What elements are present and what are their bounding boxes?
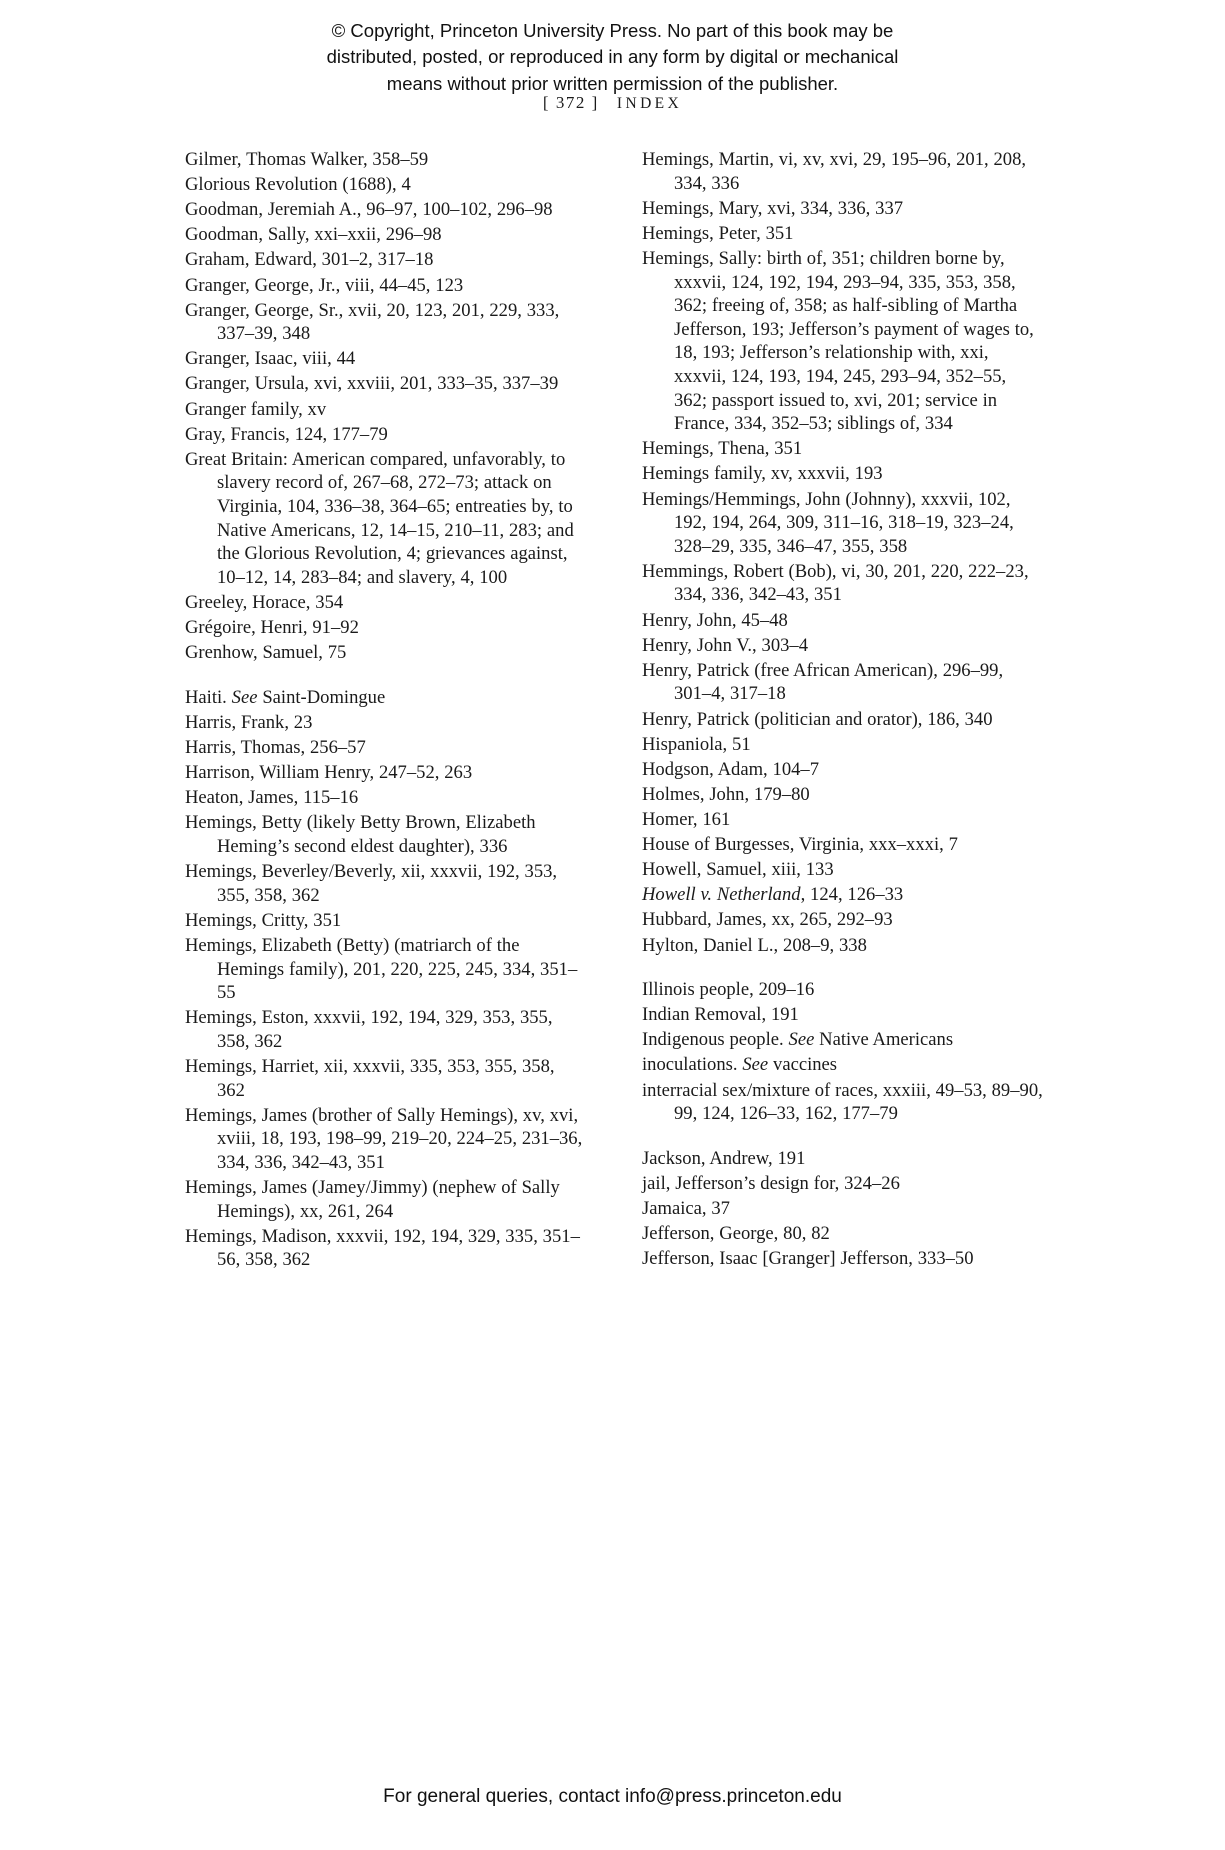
index-entry: Great Britain: American compared, unfavorably, to slavery record of, 267–68, 272–73; attack on Virginia, 104, 336–38, 364–65; entreaties by, to Native Americans, 12, 14–15, 210–11, 283; and the Glorious Revolution, 4; grievances against, 10–12, 14, 283–84; and slavery, 4, 100 <box>185 448 574 588</box>
index-entry: Hemings, Eston, xxxvii, 192, 194, 329, 353, 355, 358, 362 <box>185 1007 553 1052</box>
index-entry: Jefferson, Isaac [Granger] Jefferson, 333–50 <box>642 1248 974 1270</box>
index-entry: Hemings, James (brother of Sally Hemings), xv, xvi, xviii, 18, 193, 198–99, 219–20, 224–25, 231–36, 334, 336, 342–43, 351 <box>185 1104 583 1173</box>
index-entry: Henry, John V., 303–4 <box>642 634 809 656</box>
index-entry: Henry, John, 45–48 <box>642 609 788 631</box>
index-entry: Holmes, John, 179–80 <box>642 783 810 805</box>
index-entry: Hemings, Martin, vi, xv, xvi, 29, 195–96, 201, 208, 334, 336 <box>642 149 1027 194</box>
index-entry: Hylton, Daniel L., 208–9, 338 <box>642 934 867 956</box>
copyright-line-2: distributed, posted, or reproduced in any form by digital or mechanical <box>326 46 899 68</box>
index-entry: Gray, Francis, 124, 177–79 <box>185 423 388 445</box>
index-entry: Greeley, Horace, 354 <box>185 591 344 613</box>
index-entry: inoculations. See vaccines <box>642 1054 838 1076</box>
index-entry: Jefferson, George, 80, 82 <box>642 1223 830 1245</box>
index-entry: House of Burgesses, Virginia, xxx–xxxi, 7 <box>642 834 958 856</box>
copyright-line-3: means without prior written permission of the publisher. <box>386 72 839 94</box>
index-body <box>185 148 1045 1273</box>
index-entry: Grenhow, Samuel, 75 <box>185 642 347 664</box>
index-entry: Indian Removal, 191 <box>642 1004 799 1026</box>
index-entry: Hemings, Peter, 351 <box>642 222 794 244</box>
index-entry: Harris, Thomas, 256–57 <box>185 737 366 759</box>
index-column-right <box>642 148 1044 1273</box>
index-entry: Hemmings, Robert (Bob), vi, 30, 201, 220, 222–23, 334, 336, 342–43, 351 <box>642 560 1029 606</box>
copyright-notice <box>0 18 1225 97</box>
index-entry: Henry, Patrick (free African American), 296–99, 301–4, 317–18 <box>642 659 1004 705</box>
index-entry: Heaton, James, 115–16 <box>185 787 359 809</box>
index-entry: Graham, Edward, 301–2, 317–18 <box>185 249 434 271</box>
index-entry: interracial sex/mixture of races, xxxiii, 49–53, 89–90, 99, 124, 126–33, 162, 177–79 <box>642 1079 1043 1125</box>
index-entry: Indigenous people. See Native Americans <box>642 1029 954 1051</box>
index-entry: Granger, Isaac, viii, 44 <box>185 348 356 370</box>
copyright-line-1: © Copyright, Princeton University Press. No part of this book may be <box>331 20 894 41</box>
index-entry: Granger, George, Sr., xvii, 20, 123, 201, 229, 333, 337–39, 348 <box>185 299 560 345</box>
index-column-left <box>185 148 587 1273</box>
index-entry: Hodgson, Adam, 104–7 <box>642 758 820 780</box>
index-entry: Haiti. See Saint-Domingue <box>185 686 386 708</box>
index-entry: Howell, Samuel, xiii, 133 <box>642 859 834 881</box>
index-entry: Glorious Revolution (1688), 4 <box>185 174 411 196</box>
index-entry: Hemings, Harriet, xii, xxxvii, 335, 353, 355, 358, 362 <box>185 1055 555 1101</box>
index-entry: jail, Jefferson’s design for, 324–26 <box>642 1172 900 1194</box>
index-entry: Hemings, Critty, 351 <box>185 909 342 931</box>
index-entry: Granger family, xv <box>185 398 327 420</box>
index-entry: Hispaniola, 51 <box>642 733 751 755</box>
index-entry: Granger, Ursula, xvi, xxviii, 201, 333–35, 337–39 <box>185 373 559 395</box>
index-entry: Illinois people, 209–16 <box>642 979 815 1001</box>
index-entry: Hemings, Elizabeth (Betty) (matriarch of the Hemings family), 201, 220, 225, 245, 334, 351–55 <box>185 934 578 1004</box>
index-entry: Hemings, Thena, 351 <box>642 438 803 460</box>
index-entry: Henry, Patrick (politician and orator), 186, 340 <box>642 708 993 730</box>
index-entry: Hubbard, James, xx, 265, 292–93 <box>642 909 893 931</box>
index-entry: Gilmer, Thomas Walker, 358–59 <box>185 149 429 170</box>
index-entry: Goodman, Jeremiah A., 96–97, 100–102, 296–98 <box>185 199 553 221</box>
index-entry: Hemings, James (Jamey/Jimmy) (nephew of Sally Hemings), xx, 261, 264 <box>185 1176 560 1222</box>
index-entry: Harrison, William Henry, 247–52, 263 <box>185 762 473 784</box>
index-entry: Homer, 161 <box>642 808 731 830</box>
index-entry: Goodman, Sally, xxi–xxii, 296–98 <box>185 224 442 246</box>
index-entry: Hemings, Mary, xvi, 334, 336, 337 <box>642 197 904 219</box>
running-head-label: INDEX <box>616 95 683 112</box>
index-entry: Harris, Frank, 23 <box>185 711 313 733</box>
index-entry: Hemings/Hemmings, John (Johnny), xxxvii, 102, 192, 194, 264, 309, 311–16, 318–19, 323–24, 328–29, 335, 346–47, 355, 358 <box>642 488 1014 557</box>
page-folio: [ 372 ] <box>542 93 599 112</box>
footer-query-note: For general queries, contact info@press.princeton.edu <box>383 1786 842 1807</box>
index-entry: Hemings, Sally: birth of, 351; children borne by, xxxvii, 124, 192, 194, 293–94, 335, 353, 358, 362; freeing of, 358; as half-sibling of Martha Jefferson, 193; Jefferson’s payment of wages to, 18, 193; Jefferson’s relationship with, xxi, xxxvii, 124, 193, 194, 245, 293–94, 352–55, 362; passport issued to, xvi, 201; service in France, 334, 352–53; siblings of, 334 <box>642 247 1034 435</box>
running-head <box>0 93 1225 113</box>
index-entry: Hemings, Betty (likely Betty Brown, Elizabeth Heming’s second eldest daughter), 336 <box>185 812 536 857</box>
index-entry: Hemings, Beverley/Beverly, xii, xxxvii, 192, 353, 355, 358, 362 <box>185 861 558 906</box>
index-entry: Hemings, Madison, xxxvii, 192, 194, 329, 335, 351–56, 358, 362 <box>185 1225 580 1271</box>
index-entry: Granger, George, Jr., viii, 44–45, 123 <box>185 274 464 296</box>
index-entry: Jackson, Andrew, 191 <box>642 1147 806 1169</box>
index-entry: Jamaica, 37 <box>642 1197 730 1219</box>
index-entry: Grégoire, Henri, 91–92 <box>185 617 359 639</box>
index-entry: Howell v. Netherland, 124, 126–33 <box>642 884 904 906</box>
index-entry: Hemings family, xv, xxxvii, 193 <box>642 463 883 485</box>
